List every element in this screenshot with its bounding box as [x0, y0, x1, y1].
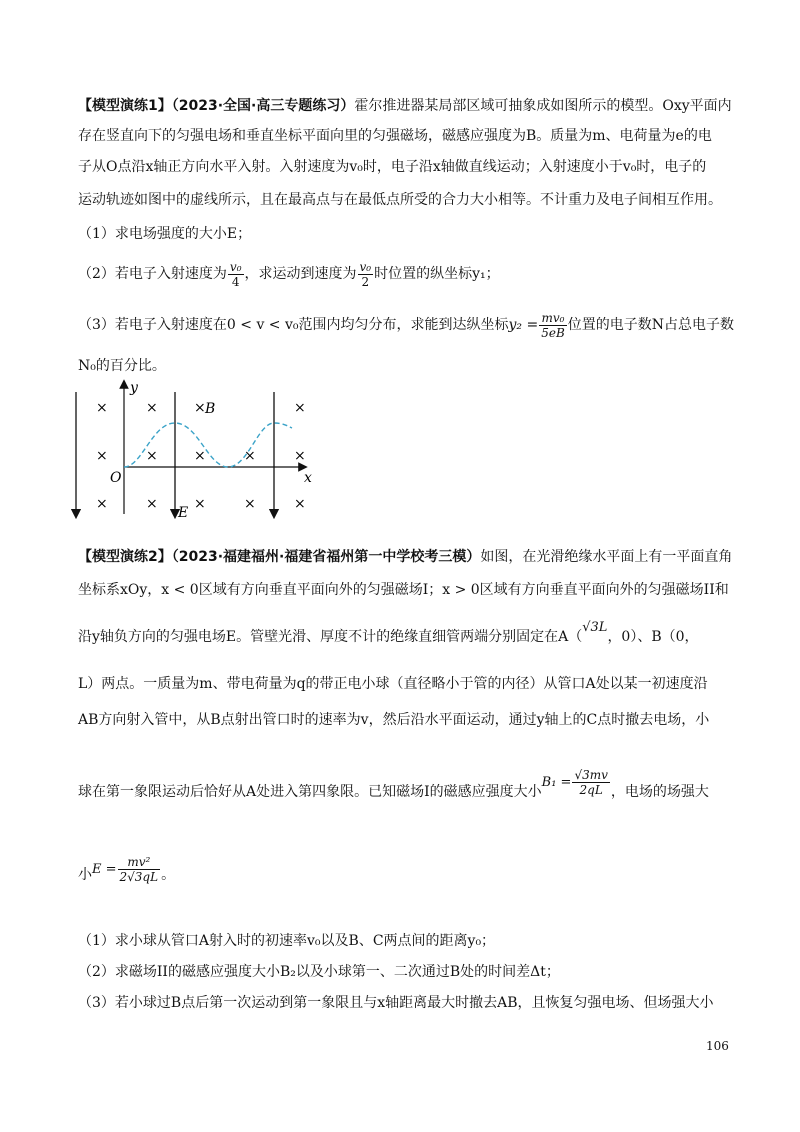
cross-mark: ×: [294, 496, 306, 512]
problem1-question1: （1）求电场强度的大小E；: [78, 226, 252, 242]
b-label: B: [205, 401, 216, 417]
problem2-line6: 球在第一象限运动后恰好从A处进入第四象限。已知磁场I的磁感应强度大小B₁ = $\frac{√3mv}{2qL}$ ，电场的场强大: [78, 767, 709, 800]
problem1-line4: 运动轨迹如图中的虚线所示，且在最高点与在最低点所受的合力大小相等。不计重力及电子间相互作用。: [78, 192, 722, 208]
cross-mark: ×: [194, 400, 206, 416]
problem2-question1: （1）求小球从管口A射入时的初速率v₀以及B、C两点间的距离y₀；: [78, 933, 496, 949]
cross-mark: ×: [146, 448, 158, 464]
x-axis-label: x: [304, 470, 312, 486]
cross-mark: ×: [244, 496, 256, 512]
problem2-text: 如图，在光滑绝缘水平面上有一平面直角: [480, 549, 733, 565]
y-axis-label: y: [130, 380, 138, 396]
page-number: 106: [706, 1039, 729, 1053]
origin-label: O: [110, 470, 122, 486]
problem2-line4: L）两点。一质量为m、带电荷量为q的带正电小球（直径略小于管的内径）从管口A处以某一初速度沿: [78, 676, 708, 692]
problem1-question3-cont: N₀的百分比。: [78, 358, 166, 374]
fraction: $\frac{\text{v₀}}{4}$: [229, 259, 242, 289]
problem2-line1: [78, 547, 732, 567]
problem2-source: （2023·福建福州·福建省福州第一中学校考三模）: [171, 549, 481, 565]
problem1-line1: [78, 96, 732, 116]
field-diagram: [60, 378, 320, 523]
cross-mark: ×: [244, 448, 256, 464]
fraction: $\frac{\text{mv²}}{2√3qL}$: [119, 854, 159, 884]
fraction: $\frac{\text{v₀}}{2}$: [359, 259, 372, 289]
cross-mark: ×: [194, 496, 206, 512]
problem2-question2: （2）求磁场II的磁感应强度大小B₂以及小球第一、二次通过B处的时间差Δt；: [78, 964, 560, 980]
cross-mark: ×: [194, 448, 206, 464]
fraction: $\frac{√3mv}{2qL}$: [574, 767, 608, 797]
e-label: E: [178, 505, 189, 521]
problem2-line7: 小E = $\frac{\text{mv²}}{2√3qL}$ 。: [78, 854, 176, 884]
cross-mark: ×: [96, 496, 108, 512]
sqrt-expression: √3L: [582, 620, 608, 635]
problem2-question3: （3）若小球过B点后第一次运动到第一象限且与x轴距离最大时撤去AB，且恢复匀强电场、但场强大小: [78, 995, 714, 1011]
cross-mark: ×: [146, 400, 158, 416]
problem2-tag: 【模型演练2】: [78, 549, 172, 565]
problem1-text: 霍尔推进器某局部区域可抽象成如图所示的模型。Oxy平面内: [354, 98, 732, 114]
problem1-source: （2023·全国·高三专题练习）: [171, 98, 355, 114]
problem2-line2: 坐标系xOy，x < 0区域有方向垂直平面向外的匀强磁场I；x > 0区域有方向垂直平面向外的匀强磁场II和: [78, 582, 729, 598]
cross-mark: ×: [96, 448, 108, 464]
problem1-line3: 子从O点沿x轴正方向水平入射。入射速度为v₀时，电子沿x轴做直线运动；入射速度小于v₀时，电子的: [78, 159, 707, 175]
problem2-line5: AB方向射入管中，从B点射出管口时的速率为v，然后沿水平面运动，通过y轴上的C点时撤去电场，小: [78, 712, 710, 728]
problem1-question3: （3）若电子入射速度在0 < v < v₀范围内均匀分布，求能到达纵坐标y₂ = $\frac{\text{mv₀}}{5eB}$ 位置的电子数N占总电子数: [78, 310, 735, 340]
cross-mark: ×: [294, 448, 306, 464]
problem1-question2: （2）若电子入射速度为 $\frac{\text{v₀}}{4}$ ，求运动到速度为 $\frac{\text{v₀}}{2}$ 时位置的纵坐标y₁；: [78, 259, 500, 289]
cross-mark: ×: [96, 400, 108, 416]
problem1-tag: 【模型演练1】: [78, 98, 172, 114]
cross-mark: ×: [146, 496, 158, 512]
cross-mark: ×: [294, 400, 306, 416]
fraction: $\frac{\text{mv₀}}{5eB}$: [541, 310, 565, 340]
problem1-line2: 存在竖直向下的匀强电场和垂直坐标平面向里的匀强磁场，磁感应强度为B。质量为m、电荷量为e的电: [78, 128, 712, 144]
problem2-line3: 沿y轴负方向的匀强电场E。管壁光滑、厚度不计的绝缘直细管两端分别固定在A（√3L，0）、B（0，: [78, 620, 699, 645]
